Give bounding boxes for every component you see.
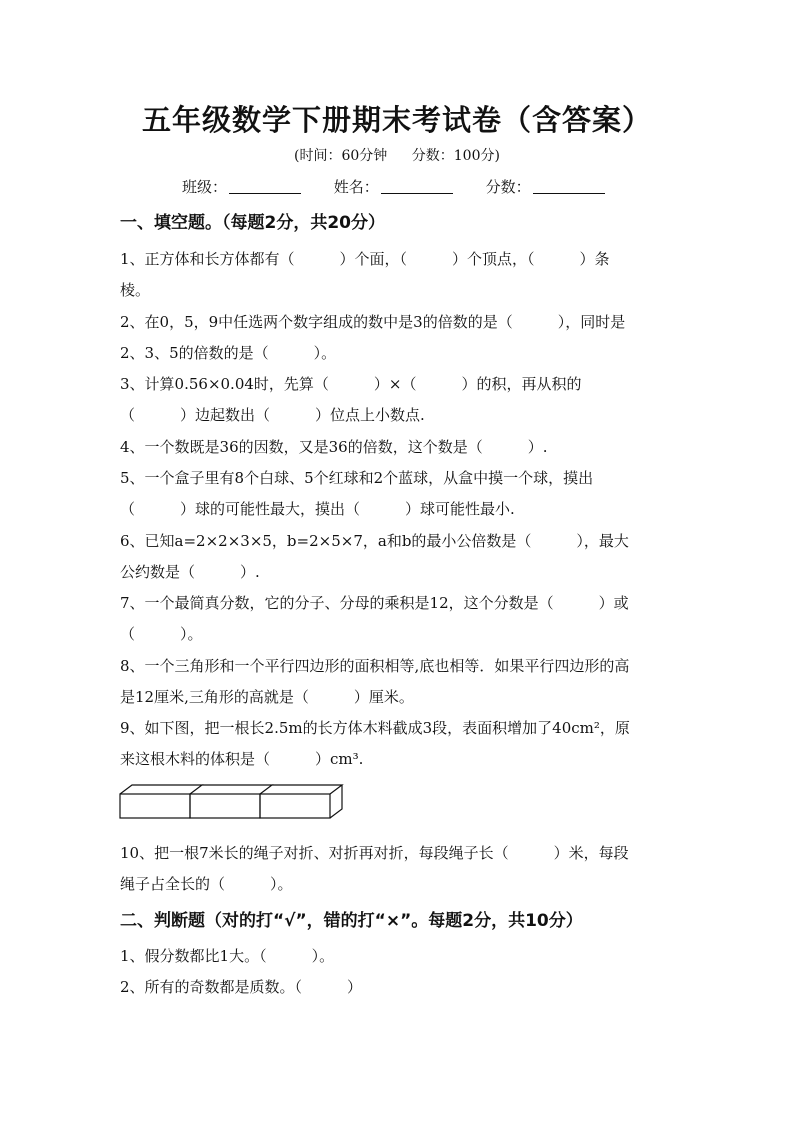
- question-line: 2、所有的奇数都是质数。（ ）: [120, 978, 363, 996]
- segment-2-top: [202, 785, 272, 794]
- question-line: 7、一个最简真分数，它的分子、分母的乘积是12，这个分数是（ ）或: [120, 594, 629, 612]
- question-line: 10、把一根7米长的绳子对折、对折再对折，每段绳子长（ ）米，每段: [120, 844, 629, 862]
- score-info: 分数：100分): [411, 148, 500, 164]
- question-line: 绳子占全长的（ ）。: [120, 875, 293, 893]
- score-field: [486, 176, 605, 197]
- question-line: 公约数是（ ）.: [120, 563, 260, 581]
- name-blank[interactable]: [381, 178, 453, 194]
- segment-2-front: [190, 794, 260, 818]
- question-line: 来这根木料的体积是（ ）cm³.: [120, 750, 364, 768]
- student-fields: [182, 176, 633, 197]
- question-line: （ ）。: [120, 625, 203, 643]
- question-line: （ ）球的可能性最大，摸出（ ）球可能性最小.: [120, 500, 515, 518]
- question-line: 6、已知a=2×2×3×5，b=2×5×7，a和b的最小公倍数是（ ），最大: [120, 532, 629, 550]
- question-line: 4、一个数既是36的因数，又是36的倍数，这个数是（ ）.: [120, 438, 548, 456]
- exam-info: [0, 145, 794, 165]
- question-line: 2、在0，5，9中任选两个数字组成的数中是3的倍数的是（ ），同时是: [120, 313, 626, 331]
- question-line: 3、计算0.56×0.04时，先算（ ）×（ ）的积，再从积的: [120, 375, 582, 393]
- class-blank[interactable]: [229, 178, 301, 194]
- score-blank[interactable]: [533, 178, 605, 194]
- class-field: [182, 176, 301, 197]
- question-line: 棱。: [120, 281, 151, 299]
- question-line: 9、如下图，把一根长2.5m的长方体木料截成3段，表面积增加了40cm²，原: [120, 719, 630, 737]
- section-fill-in-heading: 一、填空题。（每题2分，共20分）: [120, 213, 385, 233]
- segment-1-front: [120, 794, 190, 818]
- question-line: 1、正方体和长方体都有（ ）个面，（ ）个顶点，（ ）条: [120, 250, 610, 268]
- segment-3-top: [272, 785, 342, 794]
- question-line: 是12厘米,三角形的高就是（ ）厘米。: [120, 688, 414, 706]
- time-info: (时间：60分钟: [294, 148, 388, 164]
- wood-cuboid-figure: [118, 782, 354, 822]
- question-line: 5、一个盒子里有8个白球、5个红球和2个蓝球，从盒中摸一个球，摸出: [120, 469, 594, 487]
- name-label: 姓名：: [333, 178, 379, 196]
- name-field: [334, 176, 453, 197]
- question-line: （ ）边起数出（ ）位点上小数点.: [120, 406, 425, 424]
- question-line: 8、一个三角形和一个平行四边形的面积相等,底也相等．如果平行四边形的高: [120, 657, 630, 675]
- page-title: 五年级数学下册期末考试卷（含答案）: [141, 103, 652, 137]
- segment-1-top: [120, 785, 202, 794]
- score-label: 分数：: [485, 178, 531, 196]
- section-true-false-heading: 二、判断题（对的打“√”，错的打“×”。每题2分，共10分）: [120, 911, 583, 931]
- question-line: 1、假分数都比1大。（ ）。: [120, 947, 335, 965]
- class-label: 班级：: [182, 178, 228, 196]
- segment-3-front: [260, 794, 330, 818]
- question-line: 2、3、5的倍数的是（ ）。: [120, 344, 337, 362]
